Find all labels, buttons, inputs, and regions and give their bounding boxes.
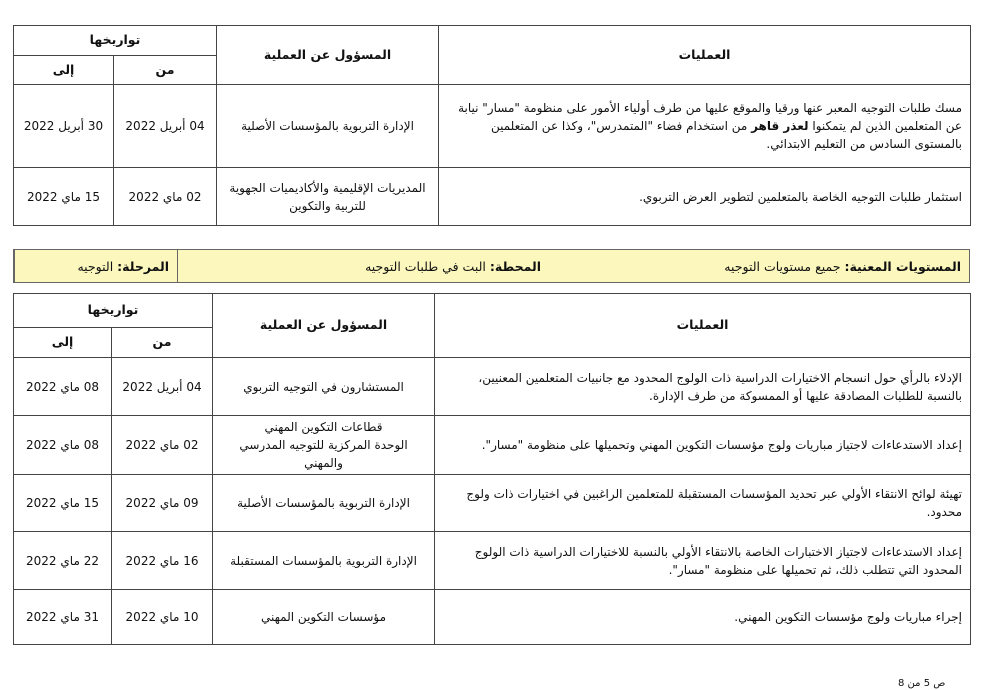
responsible-cell: المديريات الإقليمية والأكاديميات الجهوية للتربية والتكوين: [217, 168, 439, 226]
responsible-cell: الإدارة التربوية بالمؤسسات الأصلية: [213, 475, 435, 532]
phase-value: التوجيه: [77, 258, 114, 274]
from-date-cell: 04 أبريل 2022: [112, 358, 213, 416]
table-row: [14, 168, 971, 226]
from-date-cell: 02 ماي 2022: [114, 168, 217, 226]
operation-cell: تهيئة لوائح الانتقاء الأولي عبر تحديد المؤسسات المستقبلة للمتعلمين الراغبين في اختيارات ذات ولوج محدود.: [435, 475, 971, 532]
dates-header: تواريخها: [14, 294, 213, 328]
operation-cell: مسك طلبات التوجيه المعبر عنها ورقيا والموقع عليها من طرف أولياء الأمور على منظومة "مسار" نيابة عن المتعلمين الذين لم يتمكنوا لعذر قاهر من استخدام فضاء "المتمدرس"، وكذا عن المتعلمين بالمستوى السادس من التعليم الابتدائي.: [439, 85, 971, 168]
table-row: [14, 475, 971, 532]
responsible-cell: قطاعات التكوين المهني الوحدة المركزية للتوجيه المدرسي والمهني: [213, 416, 435, 475]
operation-cell: إعداد الاستدعاءات لاجتياز الاختبارات الخاصة بالانتقاء الأولي بالنسبة للاختيارات الدراسية ذات الولوج المحدود التي تتطلب ذلك، ثم تحميلها على منظومة "مسار".: [435, 532, 971, 590]
to-date-cell: 30 أبريل 2022: [14, 85, 114, 168]
levels-value: جميع مستويات التوجيه: [724, 258, 841, 274]
page-number: ص 5 من 8: [898, 678, 946, 689]
from-date-cell: 10 ماي 2022: [112, 590, 213, 645]
responsible-cell: الإدارة التربوية بالمؤسسات المستقبلة: [213, 532, 435, 590]
station-label: المحطة:: [489, 258, 541, 274]
operation-cell: استثمار طلبات التوجيه الخاصة بالمتعلمين لتطوير العرض التربوي.: [439, 168, 971, 226]
to-date-cell: 15 ماي 2022: [14, 168, 114, 226]
to-date-cell: 31 ماي 2022: [14, 590, 112, 645]
to-date-cell: 08 ماي 2022: [14, 358, 112, 416]
emphasis-text: لعذر قاهر: [751, 119, 809, 133]
operation-cell: إجراء مباريات ولوج مؤسسات التكوين المهني.: [435, 590, 971, 645]
levels-cell: [549, 250, 969, 282]
table-row: [14, 416, 971, 475]
table-row: [14, 85, 971, 168]
operation-cell: إعداد الاستدعاءات لاجتياز مباريات ولوج مؤسسات التكوين المهني وتحميلها على منظومة "مسار".: [435, 416, 971, 475]
responsible-cell: المستشارون في التوجيه التربوي: [213, 358, 435, 416]
table-row: [14, 532, 971, 590]
responsible-cell: مؤسسات التكوين المهني: [213, 590, 435, 645]
to-date-cell: 22 ماي 2022: [14, 532, 112, 590]
phase-cell: [14, 250, 177, 282]
table-row: [14, 358, 971, 416]
to-header: إلى: [14, 328, 112, 358]
phase-label: المرحلة:: [117, 258, 169, 274]
table-row: [14, 590, 971, 645]
station-value: البت في طلبات التوجيه: [365, 258, 486, 274]
levels-label: المستويات المعنية:: [844, 258, 961, 274]
responsible-header: المسؤول عن العملية: [217, 26, 439, 85]
operations-header: العمليات: [439, 26, 971, 85]
operations-header: العمليات: [435, 294, 971, 358]
station-cell: [177, 250, 549, 282]
to-date-cell: 15 ماي 2022: [14, 475, 112, 532]
responsible-header: المسؤول عن العملية: [213, 294, 435, 358]
from-date-cell: 09 ماي 2022: [112, 475, 213, 532]
operations-table-1: [13, 25, 971, 226]
operations-table-2: [13, 293, 971, 645]
to-date-cell: 08 ماي 2022: [14, 416, 112, 475]
from-date-cell: 04 أبريل 2022: [114, 85, 217, 168]
from-header: من: [112, 328, 213, 358]
from-date-cell: 16 ماي 2022: [112, 532, 213, 590]
responsible-cell: الإدارة التربوية بالمؤسسات الأصلية: [217, 85, 439, 168]
dates-header: تواريخها: [14, 26, 217, 56]
from-header: من: [114, 56, 217, 85]
from-date-cell: 02 ماي 2022: [112, 416, 213, 475]
to-header: إلى: [14, 56, 114, 85]
operation-cell: الإدلاء بالرأي حول انسجام الاختيارات الدراسية ذات الولوج المحدود مع جانبيات المتعلمين المعنيين، بالنسبة للطلبات المصادقة عليها أو الممسوكة من طرف الإدارة.: [435, 358, 971, 416]
stage-info-bar: [13, 249, 970, 283]
